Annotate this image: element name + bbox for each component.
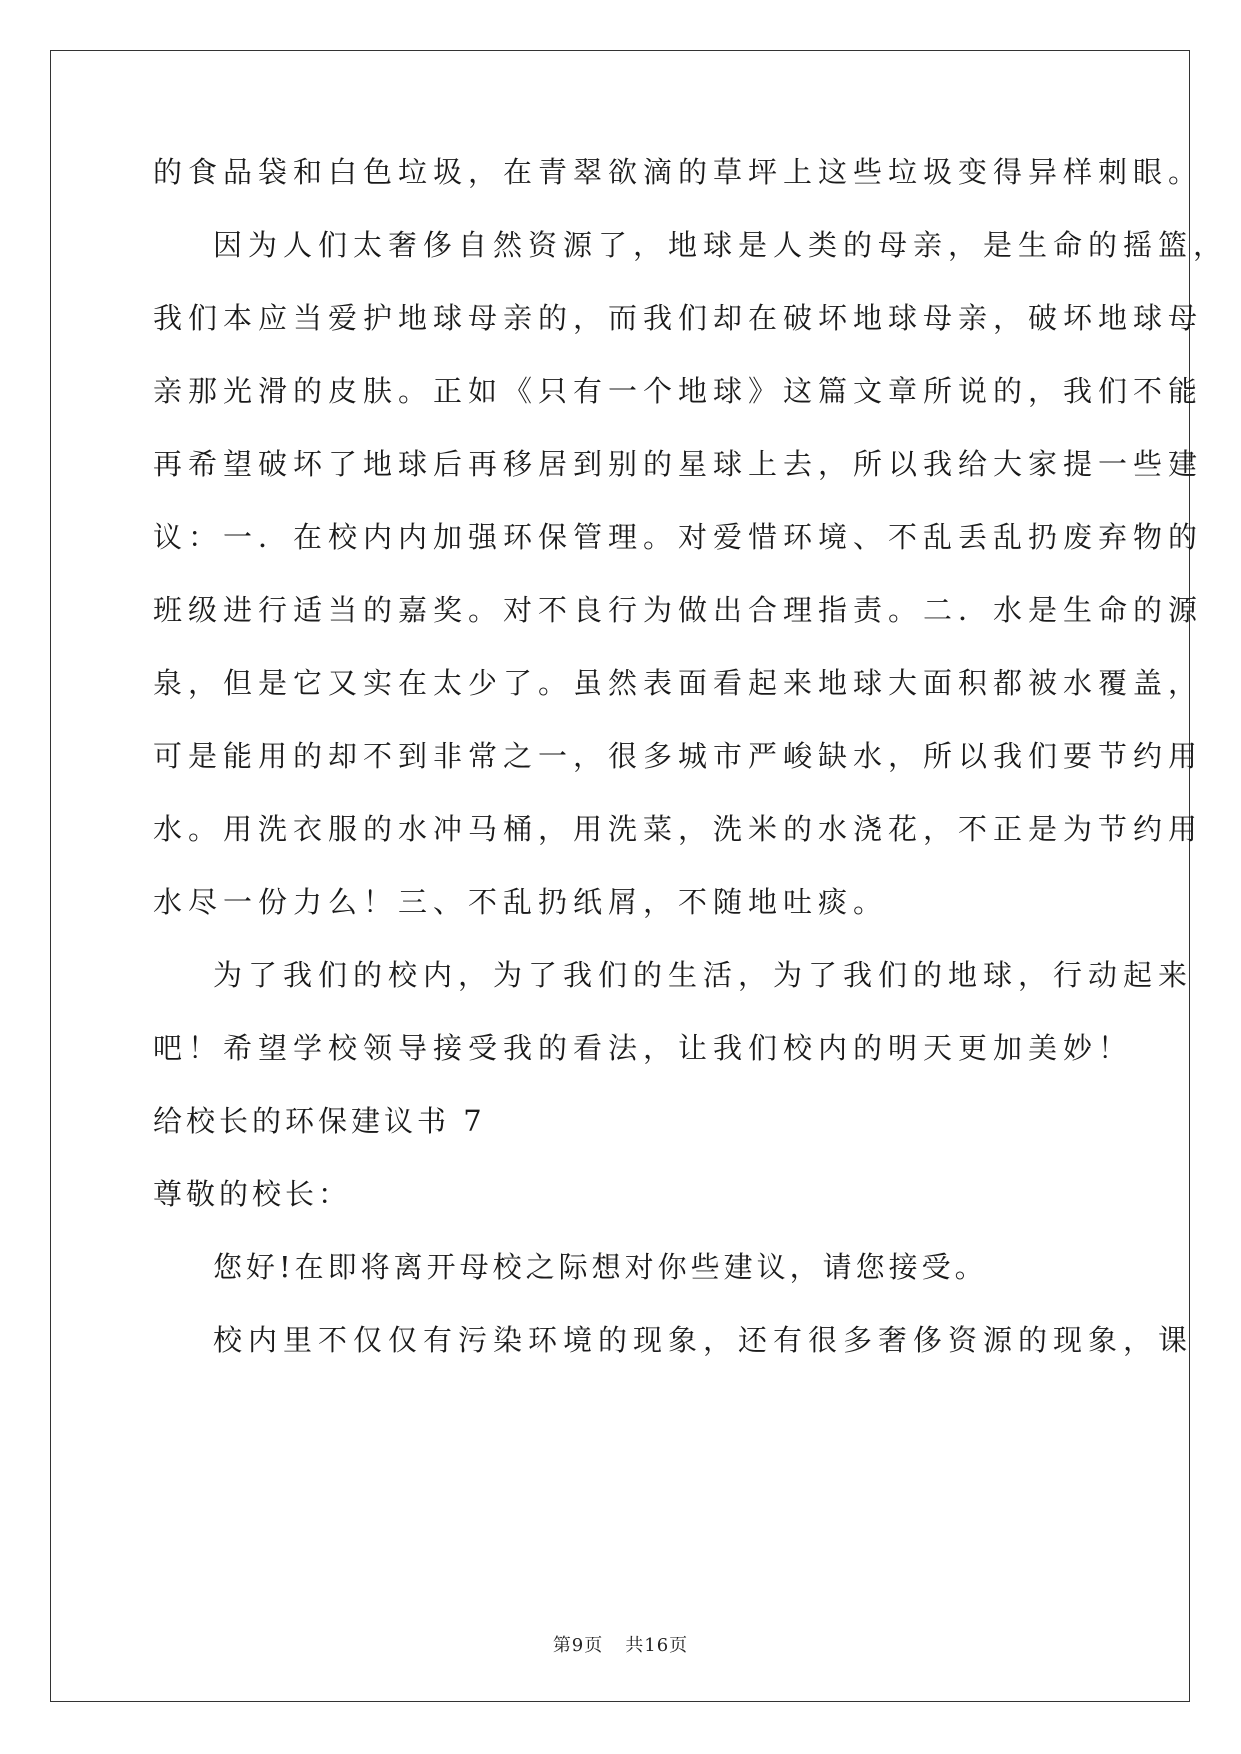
paragraph-first-line: 因为人们太奢侈自然资源了，地球是人类的母亲，是生命的摇篮， <box>213 228 1229 262</box>
text-line: 再希望破坏了地球后再移居到别的星球上去，所以我给大家提一些建 <box>153 447 1204 481</box>
page-number: 第9页 <box>552 1635 604 1656</box>
section-heading: 给校长的环保建议书 7 <box>153 1104 486 1138</box>
text-line: 议：一．在校内内加强环保管理。对爱惜环境、不乱丢乱扔废弃物的 <box>153 520 1204 554</box>
text-line: 水。用洗衣服的水冲马桶，用洗菜，洗米的水浇花，不正是为节约用 <box>153 812 1204 846</box>
text-line: 亲那光滑的皮肤。正如《只有一个地球》这篇文章所说的，我们不能 <box>153 374 1204 408</box>
text-line: 班级进行适当的嘉奖。对不良行为做出合理指责。二．水是生命的源 <box>153 593 1204 627</box>
text-line: 我们本应当爱护地球母亲的，而我们却在破坏地球母亲，破坏地球母 <box>153 301 1204 335</box>
text-line: 吧！希望学校领导接受我的看法，让我们校内的明天更加美妙！ <box>153 1031 1134 1065</box>
text-line: 的食品袋和白色垃圾，在青翠欲滴的草坪上这些垃圾变得异样刺眼。 <box>153 155 1204 189</box>
paragraph-first-line: 您好!在即将离开母校之际想对你些建议，请您接受。 <box>213 1250 988 1284</box>
page-footer <box>0 1631 1241 1657</box>
text-line: 可是能用的却不到非常之一，很多城市严峻缺水，所以我们要节约用 <box>153 739 1204 773</box>
page-total: 共16页 <box>625 1635 689 1656</box>
paragraph-first-line: 校内里不仅仅有污染环境的现象，还有很多奢侈资源的现象，课 <box>213 1323 1194 1357</box>
salutation: 尊敬的校长： <box>153 1177 352 1211</box>
text-line: 泉，但是它又实在太少了。虽然表面看起来地球大面积都被水覆盖， <box>153 666 1204 700</box>
text-line: 水尽一份力么！三、不乱扔纸屑，不随地吐痰。 <box>153 885 889 919</box>
paragraph-first-line: 为了我们的校内，为了我们的生活，为了我们的地球，行动起来 <box>213 958 1194 992</box>
